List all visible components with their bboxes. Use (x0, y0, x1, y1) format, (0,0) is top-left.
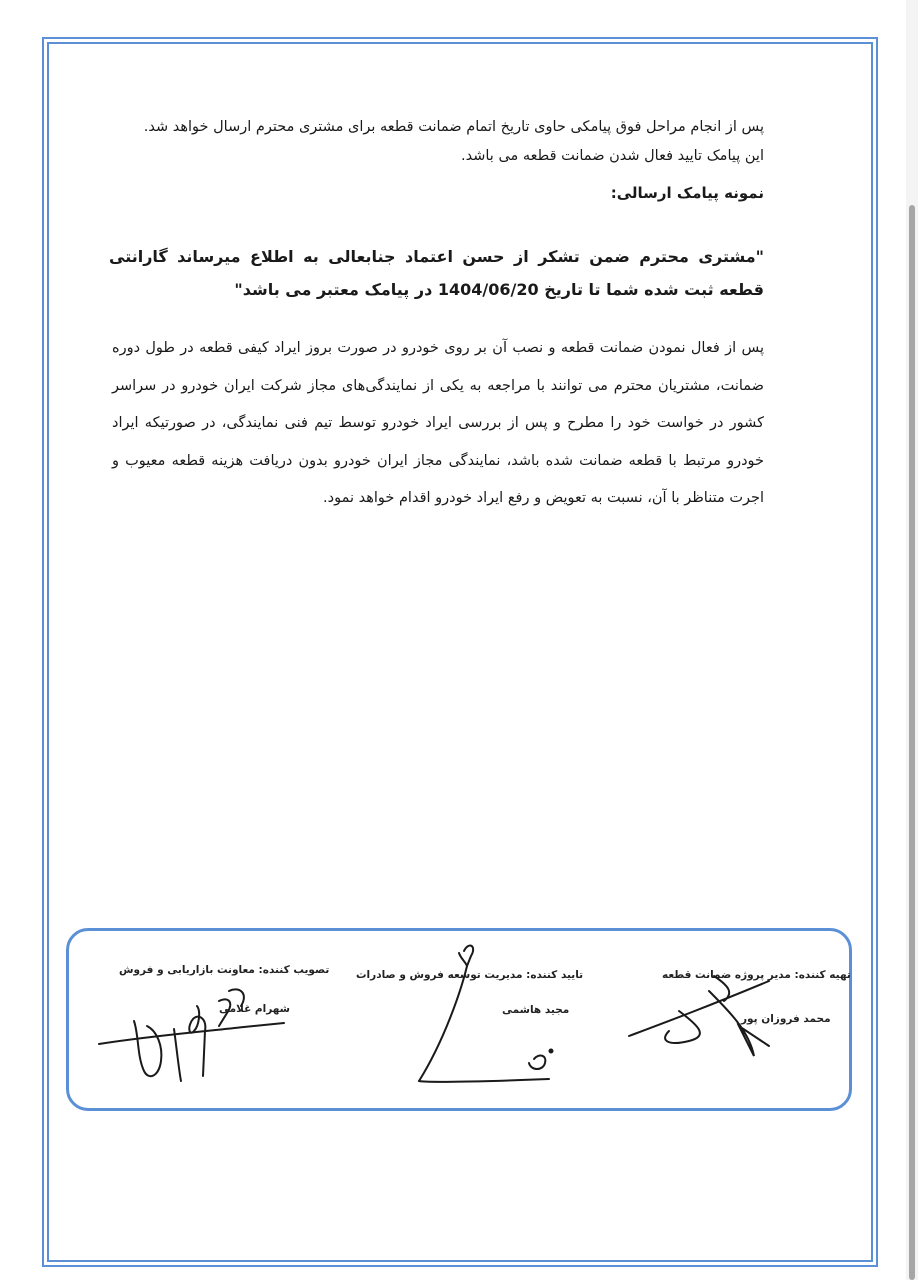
approver-signature (99, 989, 284, 1081)
scrollbar-thumb[interactable] (909, 205, 915, 1280)
handwritten-signatures (69, 931, 855, 1114)
preparer-signature (629, 976, 769, 1056)
intro-line-1: پس از انجام مراحل فوق پیامکی حاوی تاریخ اتمام ضمانت قطعه برای مشتری محترم ارسال خواهد شد. (143, 119, 764, 135)
approver-title: تصویب کننده: معاونت بازاریابی و فروش (119, 964, 330, 976)
verifier-name: مجید هاشمی (502, 1004, 570, 1016)
signature-box (66, 928, 852, 1111)
sample-sms-heading: نمونه پیامک ارسالی: (610, 184, 764, 202)
vertical-scrollbar[interactable] (906, 0, 918, 1280)
preparer-title: تهیه کننده: مدیر پروژه ضمانت قطعه (662, 969, 851, 981)
warranty-body-paragraph: پس از فعال نمودن ضمانت قطعه و نصب آن بر روی خودرو در صورت بروز ایراد کیفی قطعه در طول دوره ضمانت، مشتریان محترم می توانند با مراجعه به یکی از نمایندگی‌های مجاز شرکت ایران خودرو در سراسر کشور در خواست خود را مطرح و پس از بررسی ایراد خودرو توسط تیم فنی نمایندگی، در صورتیکه ایراد خودرو مرتبط با قطعه ضمانت شده باشد، نمایندگی مجاز ایران خودرو بدون دریافت هزینه قطعه معیوب و اجرت متناظر با آن، نسبت به تعویض و رفع ایراد خودرو اقدام خواهد نمود. (112, 340, 764, 506)
verifier-signature (419, 946, 553, 1082)
intro-line-2: این پیامک تایید فعال شدن ضمانت قطعه می باشد. (461, 148, 764, 164)
preparer-name: محمد فروزان پور (741, 1013, 831, 1025)
approver-name: شهرام غلامی (219, 1003, 291, 1015)
intro-paragraph (104, 113, 764, 171)
sms-quote: "مشتری محترم ضمن تشکر از حسن اعتماد جنابعالی به اطلاع میرساند گارانتی قطعه ثبت شده شما تا تاریخ 1404/06/20 در پیامک معتبر می باشد" (109, 247, 764, 299)
verifier-title: تایید کننده: مدیریت توسعه فروش و صادرات (356, 969, 584, 981)
